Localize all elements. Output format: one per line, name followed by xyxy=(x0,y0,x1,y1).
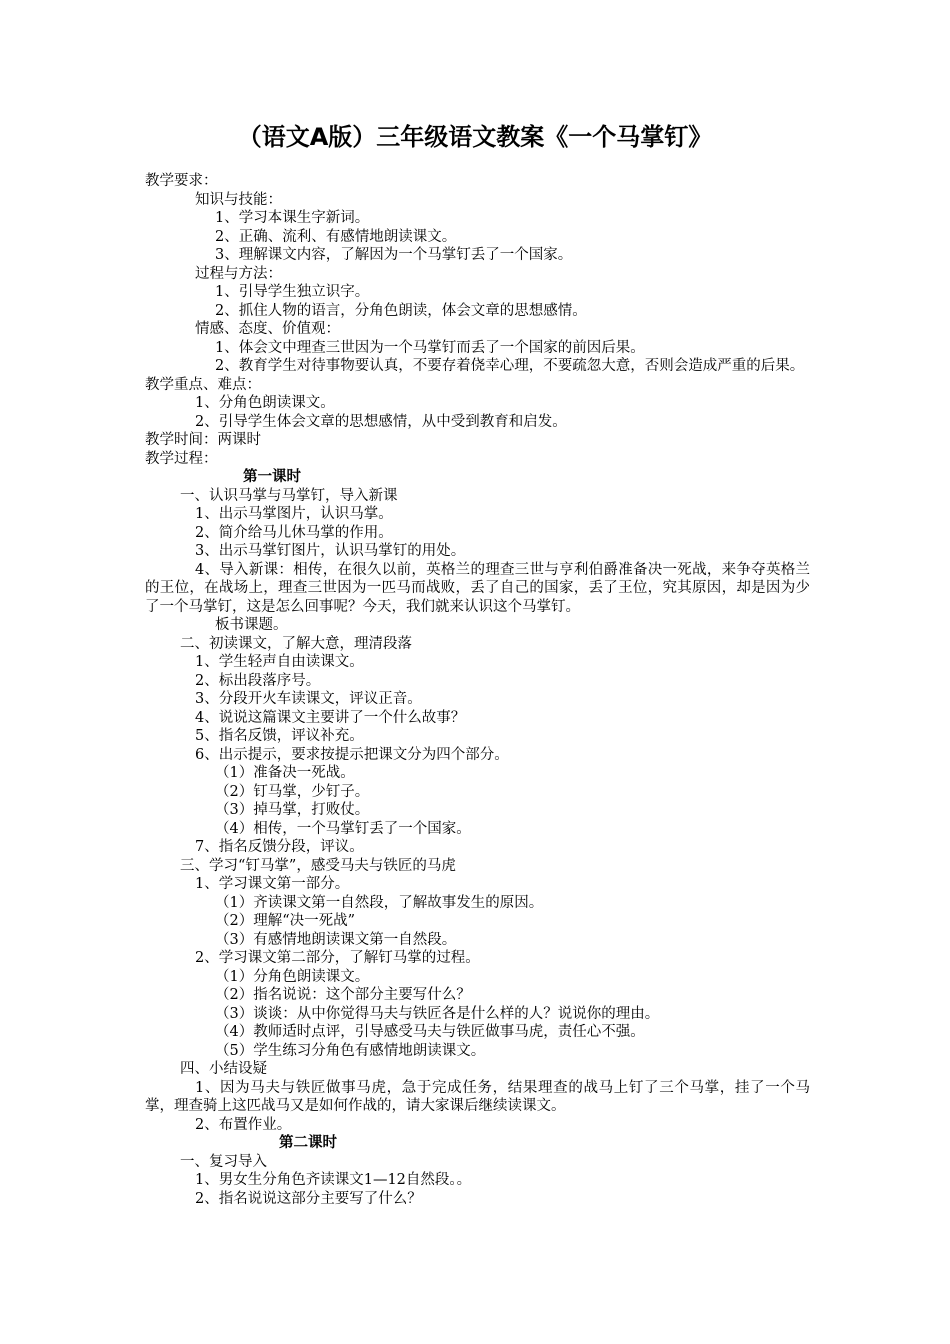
section-heading: 第一课时 xyxy=(243,469,301,485)
text-line: 2、教育学生对待事物要认真，不要存着侥幸心理，不要疏忽大意，否则会造成严重的后果。 xyxy=(215,358,805,374)
text-line: 4、导入新课：相传，在很久以前，英格兰的理查三世与亨利伯爵准备决一死战，来争夺英格兰的王位，在战场上，理查三世因为一匹马而战败，丢了自己的国家，丢了王位，究其原因，却是因为少了一个马掌钉，这是怎么回事呢？今天，我们就来认识这个马掌钉。 xyxy=(145,561,810,615)
text-line: 一、认识马掌与马掌钉，导入新课 xyxy=(180,487,398,504)
section-heading: 第二课时 xyxy=(279,1135,337,1151)
text-line: （3）有感情地朗读课文第一自然段。 xyxy=(215,931,457,948)
text-line: 2、指名说说这部分主要写了什么？ xyxy=(195,1190,422,1207)
text-line: 1、学习本课生字新词。 xyxy=(215,210,370,226)
text-line: （2）理解“决一死战” xyxy=(215,913,356,929)
text-line: 2、布置作业。 xyxy=(195,1116,292,1133)
text-line: 知识与技能： xyxy=(195,191,282,208)
text-line: 2、学习课文第二部分，了解钉马掌的过程。 xyxy=(195,950,480,966)
text-line: 板书课题。 xyxy=(215,617,288,633)
text-line: 2、抓住人物的语言，分角色朗读，体会文章的思想感情。 xyxy=(215,302,587,319)
text-line: 1、因为马夫与铁匠做事马虎，急于完成任务，结果理查的战马上钉了三个马掌，挂了一个马掌，理查骑上这匹战马又是如何作战的，请大家课后继续读课文。 xyxy=(145,1079,810,1114)
text-line: 3、理解课文内容，了解因为一个马掌钉丢了一个国家。 xyxy=(215,247,573,263)
text-line: 1、体会文中理查三世因为一个马掌钉而丢了一个国家的前因后果。 xyxy=(215,339,645,356)
text-line: 1、学生轻声自由读课文。 xyxy=(195,654,364,670)
document-title: （语文A版）三年级语文教案《一个马掌钉》 xyxy=(237,123,713,151)
text-line: （1）齐读课文第一自然段，了解故事发生的原因。 xyxy=(215,894,544,911)
text-line: 过程与方法： xyxy=(195,265,282,282)
text-line: 2、标出段落序号。 xyxy=(195,672,321,689)
text-line: 三、学习“钉马掌”，感受马夫与铁匠的马虎 xyxy=(180,857,456,874)
text-line: 教学过程： xyxy=(145,450,218,467)
text-line: 1、分角色朗读课文。 xyxy=(195,395,335,411)
text-line: 6、出示提示，要求按提示把课文分为四个部分。 xyxy=(195,746,509,763)
text-line: 7、指名反馈分段，评议。 xyxy=(195,839,364,855)
text-line: （3）谈谈：从中你觉得马夫与铁匠各是什么样的人？说说你的理由。 xyxy=(215,1005,660,1022)
text-line: 1、男女生分角色齐读课文1—12自然段。。 xyxy=(195,1172,472,1188)
text-line: （1）分角色朗读课文。 xyxy=(215,968,370,985)
text-line: 教学要求： xyxy=(145,173,218,189)
text-line: 2、正确、流利、有感情地朗读课文。 xyxy=(215,228,457,245)
text-line: 情感、态度、价值观： xyxy=(195,321,340,337)
text-line: 1、引导学生独立识字。 xyxy=(215,284,370,300)
text-line: 教学时间：两课时 xyxy=(145,432,261,448)
text-line: 1、学习课文第一部分。 xyxy=(195,876,350,892)
text-line: 2、引导学生体会文章的思想感情，从中受到教育和启发。 xyxy=(195,413,567,430)
text-line: 四、小结设疑 xyxy=(180,1061,267,1077)
text-line: 3、出示马掌钉图片，认识马掌钉的用处。 xyxy=(195,543,466,559)
text-line: 一、复习导入 xyxy=(180,1153,267,1170)
text-line: 1、出示马掌图片，认识马掌。 xyxy=(195,506,393,522)
text-line: （4）相传，一个马掌钉丢了一个国家。 xyxy=(215,820,471,837)
text-line: （2）指名说说：这个部分主要写什么？ xyxy=(215,987,471,1003)
document-body xyxy=(145,172,810,1208)
text-line: 教学重点、难点： xyxy=(145,376,261,393)
text-line: 3、分段开火车读课文，评议正音。 xyxy=(195,691,422,707)
text-line: 二、初读课文，了解大意，理清段落 xyxy=(180,635,412,652)
text-line: 5、指名反馈，评议补充。 xyxy=(195,728,364,744)
text-line: （4）教师适时点评，引导感受马夫与铁匠做事马虎，责任心不强。 xyxy=(215,1024,645,1040)
text-line: 2、简介给马儿休马掌的作用。 xyxy=(195,524,393,541)
text-line: 4、说说这篇课文主要讲了一个什么故事？ xyxy=(195,709,466,726)
text-line: （2）钉马掌，少钉子。 xyxy=(215,783,370,800)
text-line: （3）掉马掌，打败仗。 xyxy=(215,802,370,818)
text-line: （5）学生练习分角色有感情地朗读课文。 xyxy=(215,1042,486,1059)
text-line: （1）准备决一死战。 xyxy=(215,765,355,781)
